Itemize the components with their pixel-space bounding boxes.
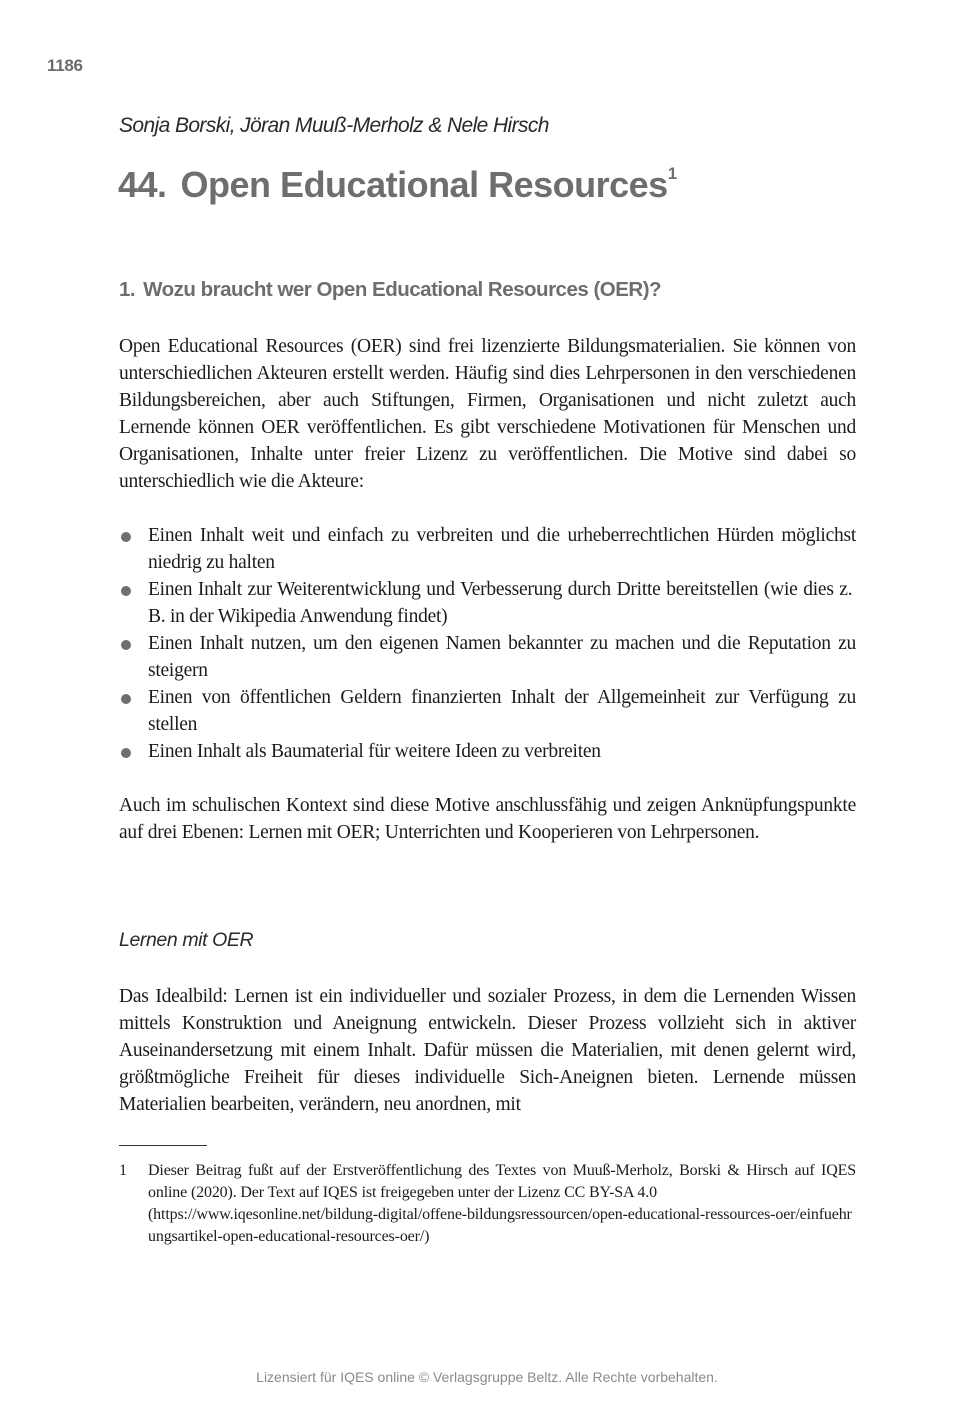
chapter-title-text: Open Educational Resources (180, 164, 668, 205)
list-item (119, 522, 856, 576)
bullet-icon (121, 694, 131, 704)
license-notice: Lizensiert für IQES online © Verlagsgruppe Beltz. Alle Rechte vorbehalten. (256, 1369, 718, 1385)
list-item (119, 576, 856, 630)
list-item-text: Einen von öffentlichen Geldern finanzierten Inhalt der Allgemeinheit zur Verfügung zu stellen (148, 687, 856, 735)
list-item (119, 684, 856, 738)
footnote (119, 1160, 856, 1248)
bullet-icon (121, 640, 131, 650)
list-item-text: Einen Inhalt nutzen, um den eigenen Namen bekannter zu machen und die Reputation zu steigern (148, 633, 856, 681)
list-item (119, 738, 856, 765)
section-heading (119, 278, 661, 302)
list-item (119, 630, 856, 684)
paragraph-ideal: Das Idealbild: Lernen ist ein individueller und sozialer Prozess, in dem die Lernenden Wissen mittels Konstruktion und Aneignung entwickeln. Dieser Prozess vollzieht sich in aktiver Auseinandersetzung mit einem Inhalt. Dafür müssen die Materialien, mit denen gelernt wird, größtmögliche Freiheit für dieses individuelle Sich-Aneignen bieten. Lernende müssen Materialien bearbeiten, verändern, neu anordnen, mit (119, 986, 856, 1115)
footnote-text: Dieser Beitrag fußt auf der Erstveröffentlichung des Textes von Muuß-Merholz, Borski & Hirsch auf IQES online (2020). Der Text auf IQES ist freigegeben unter der Lizenz CC BY-SA 4.0 (148, 1162, 856, 1201)
footnote-number: 1 (119, 1162, 127, 1179)
footnote-ref[interactable]: 1 (667, 164, 677, 183)
footnote-url-link[interactable]: (https://www.iqesonline.net/bildung-digital/offene-bildungsressourcen/open-educational-ressources-oer/einfuehrungsartikel-open-educational-resources-oer/) (148, 1206, 852, 1245)
bullet-icon (121, 748, 131, 758)
chapter-title (118, 164, 677, 206)
bullet-icon (121, 586, 131, 596)
subheading-lernen-mit-oer: Lernen mit OER (119, 929, 254, 951)
paragraph-context: Auch im schulischen Kontext sind diese Motive anschlussfähig und zeigen Anknüpfungspunkte auf drei Ebenen: Lernen mit OER; Unterrichten und Kooperieren von Lehrpersonen. (119, 795, 856, 843)
section-number: 1. (119, 278, 136, 301)
page-number: 1186 (47, 56, 83, 75)
paragraph-intro: Open Educational Resources (OER) sind frei lizenzierte Bildungsmaterialien. Sie können von unterschiedlichen Akteuren erstellt werden. Häufig sind dies Lehrpersonen in den verschiedenen Bildungsbereichen, aber auch Stiftungen, Firmen, Organisationen und nicht zuletzt auch Lernende können OER veröffentlichen. Es gibt verschiedene Motivationen für Menschen und Organisationen, Inhalte unter freier Lizenz zu veröffentlichen. Die Motive sind dabei so unterschiedlich wie die Akteure: (119, 336, 856, 492)
section-title: Wozu braucht wer Open Educational Resources (OER)? (143, 278, 662, 301)
chapter-number: 44. (118, 164, 167, 205)
list-item-text: Einen Inhalt weit und einfach zu verbreiten und die urheberrechtlichen Hürden möglichst niedrig zu halten (148, 525, 856, 573)
list-item-text: Einen Inhalt zur Weiterentwicklung und Verbesserung durch Dritte bereitstellen (wie dies z. B. in der Wikipedia Anwendung findet) (148, 579, 856, 627)
authors: Sonja Borski, Jöran Muuß-Merholz & Nele Hirsch (119, 114, 549, 137)
list-item-text: Einen Inhalt als Baumaterial für weitere Ideen zu verbreiten (148, 741, 601, 762)
motives-list (119, 522, 856, 765)
footnote-divider (119, 1145, 207, 1146)
bullet-icon (121, 532, 131, 542)
